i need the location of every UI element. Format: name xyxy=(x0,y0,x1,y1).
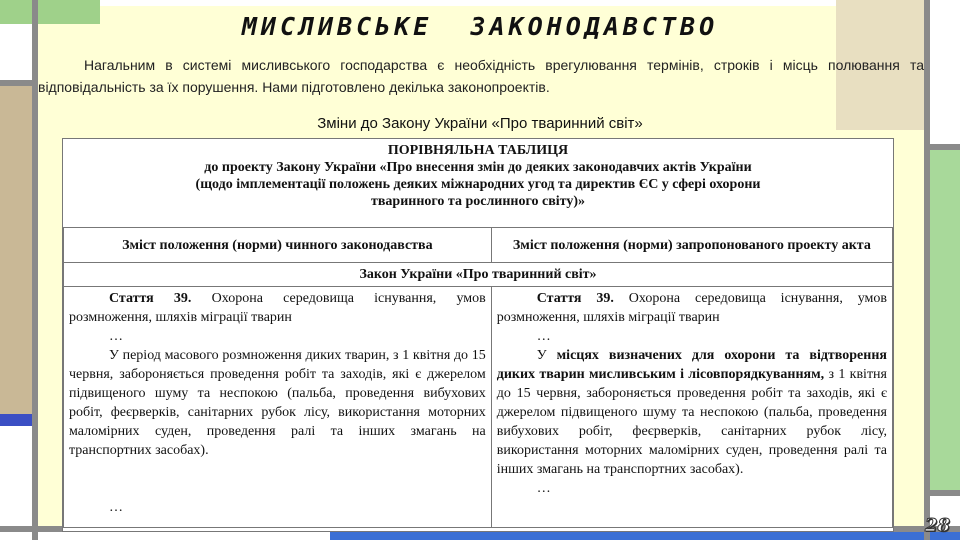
current-norm-cell xyxy=(64,287,492,528)
current-ellipsis-end: … xyxy=(109,500,123,515)
column-header-current: Зміст положення (норми) чинного законодавства xyxy=(64,228,492,263)
current-article-text: Охорона середовища існування, умов розмноження, шляхів міграції тварин xyxy=(69,291,486,325)
proposed-ellipsis-end: … xyxy=(536,481,551,496)
document-header xyxy=(63,139,893,223)
table-row xyxy=(64,228,893,263)
current-ellipsis: … xyxy=(109,329,123,344)
document-header-line: тваринного та рослинного світу)» xyxy=(370,194,586,209)
comparison-table xyxy=(63,227,893,528)
table-row xyxy=(64,263,893,287)
current-article-label: Стаття 39. xyxy=(109,291,192,306)
document-header-line: (щодо імплементації положень деяких міжнародних угод та директив ЄС у сфері охорони xyxy=(195,177,761,192)
decor-line-right xyxy=(924,0,930,540)
document-header-line: до проекту Закону України «Про внесення змін до деяких законодавчих актів України xyxy=(204,160,752,175)
decor-line-top xyxy=(0,80,36,86)
proposed-article-label: Стаття 39. xyxy=(536,291,614,306)
decor-block-bottom-blue xyxy=(330,532,960,540)
proposed-paragraph-rest: з 1 квітня до 15 червня, забороняється проведення робіт та заходів, які є джерелом підвищеного шуму та неспокою (пальба, проведення вибухових робіт, феєрверків, санітарних рубок лісу, використання моторних маломірних суден, проведення ралі та інших змагань на транспортних засобах). xyxy=(496,367,887,477)
document-header-line: ПОРІВНЯЛЬНА ТАБЛИЦЯ xyxy=(387,143,569,158)
page-number: 28 xyxy=(924,515,950,536)
current-paragraph: У період масового розмноження диких тварин, з 1 квітня до 15 червня, забороняється проведення робіт та заходів, які є джерелом підвищеного шуму та неспокою (пальба, проведення вибухових робіт, феєрверків, санітарних рубок лісу, використання моторних маломірних суден, проведення ралі та інших змагань на транспортних засобах). xyxy=(69,348,486,458)
proposed-paragraph-start: У xyxy=(536,348,557,363)
current-article xyxy=(69,289,486,327)
table-row xyxy=(64,287,893,528)
decor-block-right-green xyxy=(930,150,960,490)
proposed-paragraph-bold: місцях визначених для охорони та відтворення диких тварин мисливським і лісовпорядкуванням, xyxy=(496,348,887,382)
proposed-ellipsis: … xyxy=(536,329,551,344)
slide-subtitle: Зміни до Закону України «Про тваринний світ» xyxy=(317,115,643,132)
proposed-norm-cell xyxy=(491,287,892,528)
decor-line-right-top xyxy=(924,144,960,150)
intro-paragraph: Нагальним в системі мисливського господарства є необхідність врегулювання термінів, строків і місць полювання та відповідальність за їх порушення. Нами підготовлено декілька законопроектів. xyxy=(38,57,924,95)
comparison-document xyxy=(62,138,894,532)
proposed-paragraph xyxy=(497,346,887,479)
decor-line-right-mid xyxy=(924,490,960,496)
slide-title: МИСЛИВСЬКЕ ЗАКОНОДАВСТВО xyxy=(241,12,719,41)
proposed-article-text: Охорона середовища існування, умов розмноження, шляхів міграції тварин xyxy=(496,291,888,325)
column-header-proposed: Зміст положення (норми) запропонованого проекту акта xyxy=(491,228,892,263)
proposed-article xyxy=(497,289,887,327)
law-title-cell: Закон України «Про тваринний світ» xyxy=(64,263,893,287)
